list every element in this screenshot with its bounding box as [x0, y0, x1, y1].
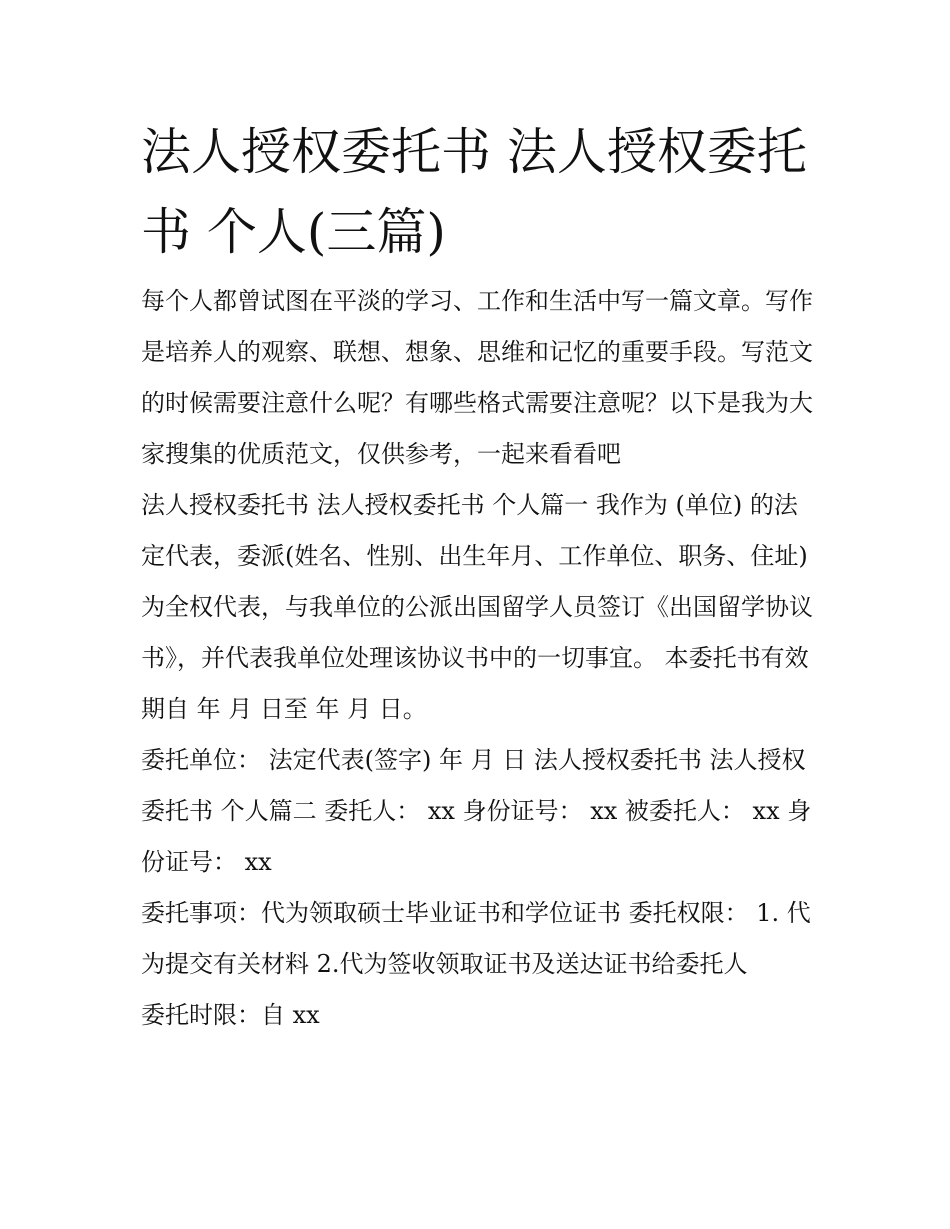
paragraph-authorization: 为全权代表，与我单位的公派出国留学人员签订《出国留学协议书》，并代表我单位处理该协议书中的一切事宜。 本委托书有效期自 年 月 日至 年 月 日。	[141, 593, 813, 723]
paragraph-matters: 委托事项：代为领取硕士毕业证书和学位证书 委托权限： 1. 代为提交有关材料 2.代为签收领取证书及送达证书给委托人	[141, 899, 811, 978]
document-title: 法人授权委托书 法人授权委托书 个人(三篇)	[141, 123, 807, 261]
paragraph-part-two: 委托单位： 法定代表(签字) 年 月 日 法人授权委托书 法人授权委托书 个人篇二 委托人： xx 身份证号： xx 被委托人： xx 身份证号： xx	[141, 746, 812, 876]
paragraph-part-one: 法人授权委托书 法人授权委托书 个人篇一 我作为 (单位) 的法定代表，委派(姓名、性别、出生年月、工作单位、职务、住址)	[141, 491, 808, 570]
paragraph-intro: 每个人都曾试图在平淡的学习、工作和生活中写一篇文章。写作是培养人的观察、联想、想象、思维和记忆的重要手段。写范文的时候需要注意什么呢？有哪些格式需要注意呢？以下是我为大家搜集的优质范文，仅供参考，一起来看看吧	[141, 287, 813, 468]
document-body	[141, 276, 821, 1041]
paragraph-time-limit: 委托时限：自 xx	[141, 1001, 320, 1029]
